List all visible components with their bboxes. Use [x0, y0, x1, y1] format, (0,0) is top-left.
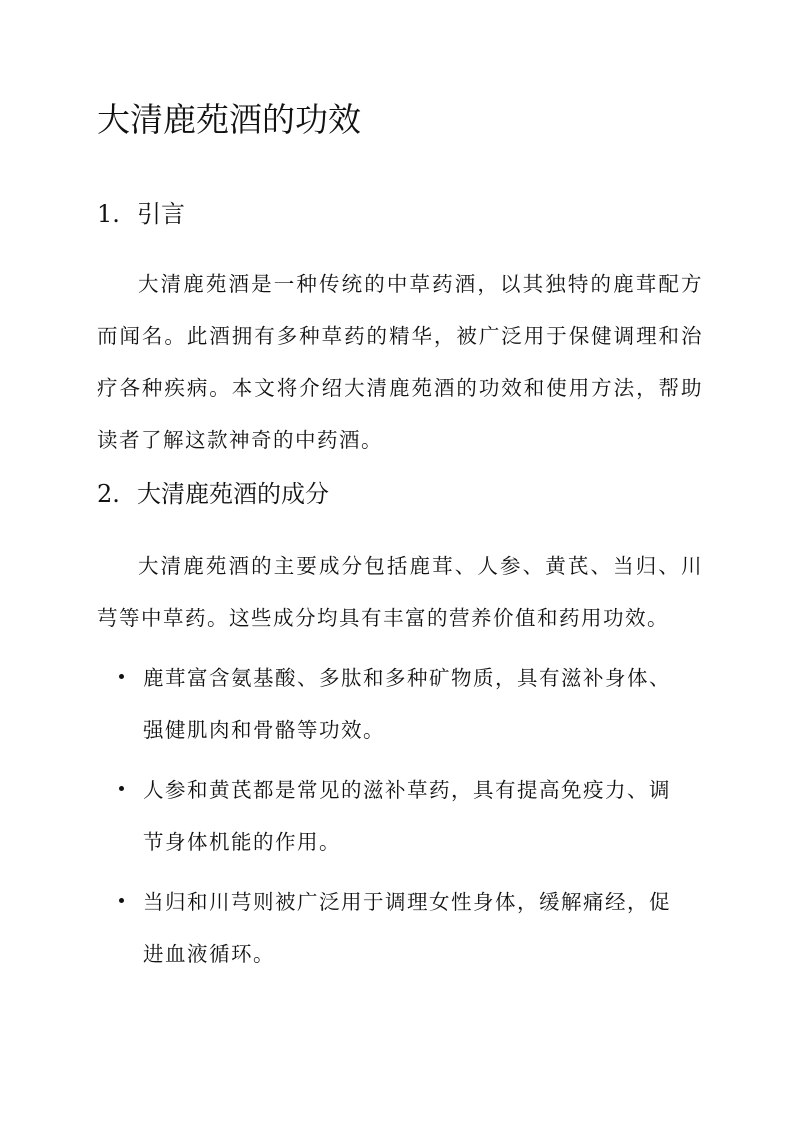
section-heading-introduction [97, 196, 185, 232]
ingredients-paragraph: 大清鹿苑酒的主要成分包括鹿茸、人参、黄芪、当归、川芎等中草药。这些成分均具有丰富的营养价值和药用功效。 [97, 554, 703, 630]
bullet-icon [119, 786, 124, 791]
section-number: 1. [97, 200, 120, 228]
list-item [97, 652, 703, 756]
introduction-paragraph: 大清鹿苑酒是一种传统的中草药酒，以其独特的鹿茸配方而闻名。此酒拥有多种草药的精华，被广泛用于保健调理和治疗各种疾病。本文将介绍大清鹿苑酒的功效和使用方法，帮助读者了解这款神奇的中药酒。 [97, 272, 703, 452]
bullet-icon [119, 898, 124, 903]
list-item-text: 当归和川芎则被广泛用于调理女性身体，缓解痛经，促进血液循环。 [143, 890, 671, 966]
section-title: 引言 [137, 200, 185, 228]
section-heading-ingredients [97, 476, 329, 512]
section-title: 大清鹿苑酒的成分 [137, 480, 329, 508]
list-item [97, 876, 703, 980]
list-item [97, 764, 703, 868]
bullet-icon [119, 674, 124, 679]
list-item-text: 人参和黄芪都是常见的滋补草药，具有提高免疫力、调节身体机能的作用。 [143, 778, 671, 854]
section-number: 2. [97, 480, 120, 508]
document-title: 大清鹿苑酒的功效 [97, 100, 361, 139]
list-item-text: 鹿茸富含氨基酸、多肽和多种矿物质，具有滋补身体、强健肌肉和骨骼等功效。 [143, 666, 671, 742]
